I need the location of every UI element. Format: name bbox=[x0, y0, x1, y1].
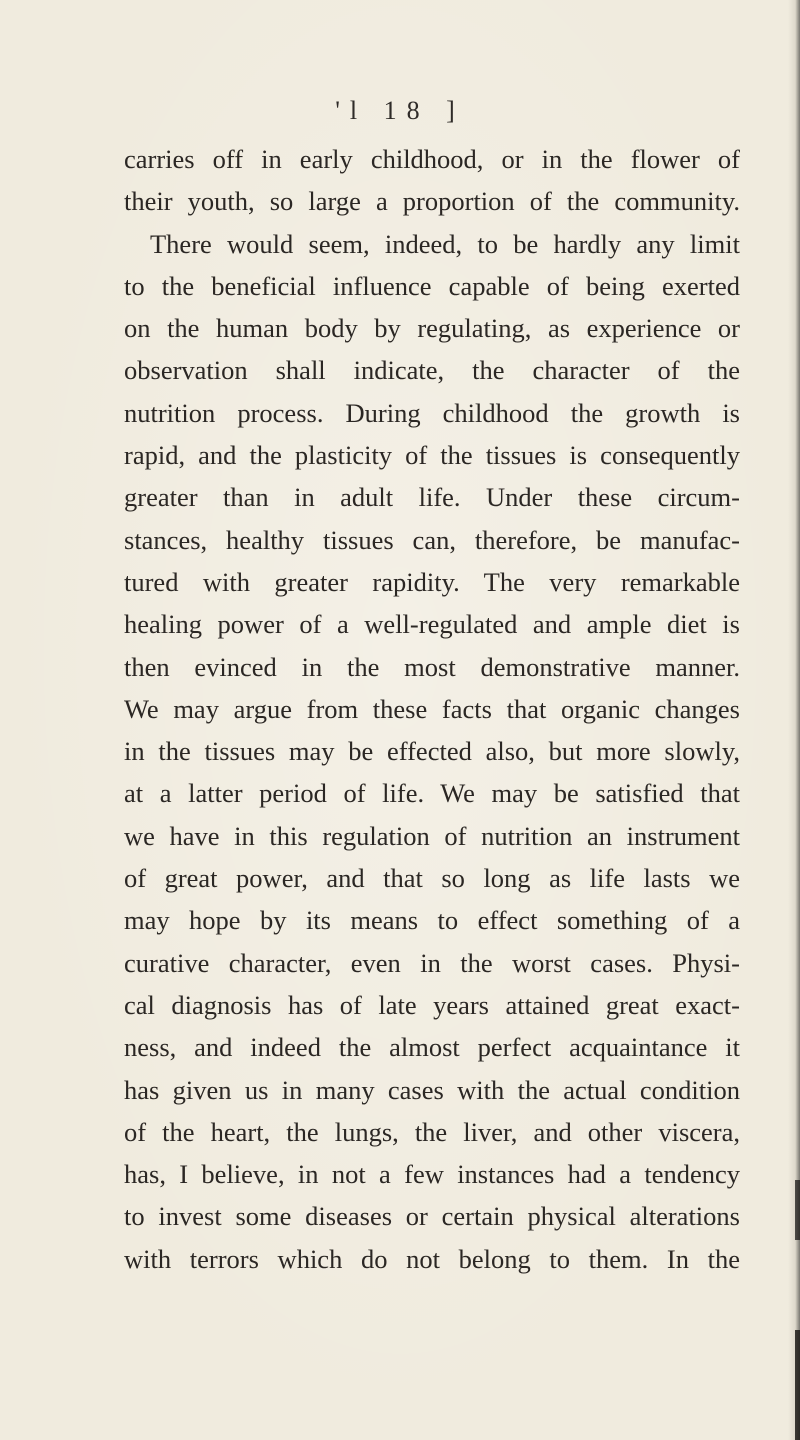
text-line-paragraph-start: There would seem, indeed, to be hardly any limit bbox=[150, 228, 740, 259]
text-line: to invest some diseases or certain physical alterations bbox=[124, 1201, 740, 1232]
text-line: stances, healthy tissues can, therefore, be manufac- bbox=[124, 524, 740, 555]
text-line: has, I believe, in not a few instances had a tendency bbox=[124, 1159, 740, 1190]
text-line: observation shall indicate, the character of the bbox=[124, 355, 740, 386]
text-line: has given us in many cases with the actual condition bbox=[124, 1074, 740, 1105]
text-line: nutrition process. During childhood the growth is bbox=[124, 397, 740, 428]
text-line: on the human body by regulating, as experience or bbox=[124, 313, 740, 344]
text-line: greater than in adult life. Under these circum- bbox=[124, 482, 740, 513]
page-edge-mark bbox=[795, 1330, 800, 1440]
text-line: cal diagnosis has of late years attained great exact- bbox=[124, 989, 740, 1020]
text-line: their youth, so large a proportion of the community. bbox=[124, 186, 740, 217]
text-line: tured with greater rapidity. The very remarkable bbox=[124, 566, 740, 597]
text-line: We may argue from these facts that organic changes bbox=[124, 693, 740, 724]
text-line: carries off in early childhood, or in the flower of bbox=[124, 144, 740, 174]
text-line: ness, and indeed the almost perfect acquaintance it bbox=[124, 1032, 740, 1063]
text-line: of the heart, the lungs, the liver, and other viscera, bbox=[124, 1116, 740, 1147]
text-line: then evinced in the most demonstrative manner. bbox=[124, 651, 740, 682]
text-line: of great power, and that so long as life lasts we bbox=[124, 863, 740, 894]
text-line: may hope by its means to effect something of a bbox=[124, 905, 740, 936]
text-line: at a latter period of life. We may be satisfied that bbox=[124, 778, 740, 809]
text-line: with terrors which do not belong to them. In the bbox=[124, 1243, 740, 1274]
text-line: healing power of a well-regulated and ample diet is bbox=[124, 609, 740, 640]
text-line: we have in this regulation of nutrition an instrument bbox=[124, 820, 740, 851]
text-line: rapid, and the plasticity of the tissues is consequently bbox=[124, 440, 740, 471]
page-number: 'l 18 ] bbox=[335, 96, 465, 125]
page-edge-mark bbox=[795, 1180, 800, 1240]
text-line: to the beneficial influence capable of being exerted bbox=[124, 270, 740, 301]
text-line: in the tissues may be effected also, but more slowly, bbox=[124, 736, 740, 767]
text-line: curative character, even in the worst cases. Physi- bbox=[124, 947, 740, 978]
body-text bbox=[124, 138, 740, 1280]
